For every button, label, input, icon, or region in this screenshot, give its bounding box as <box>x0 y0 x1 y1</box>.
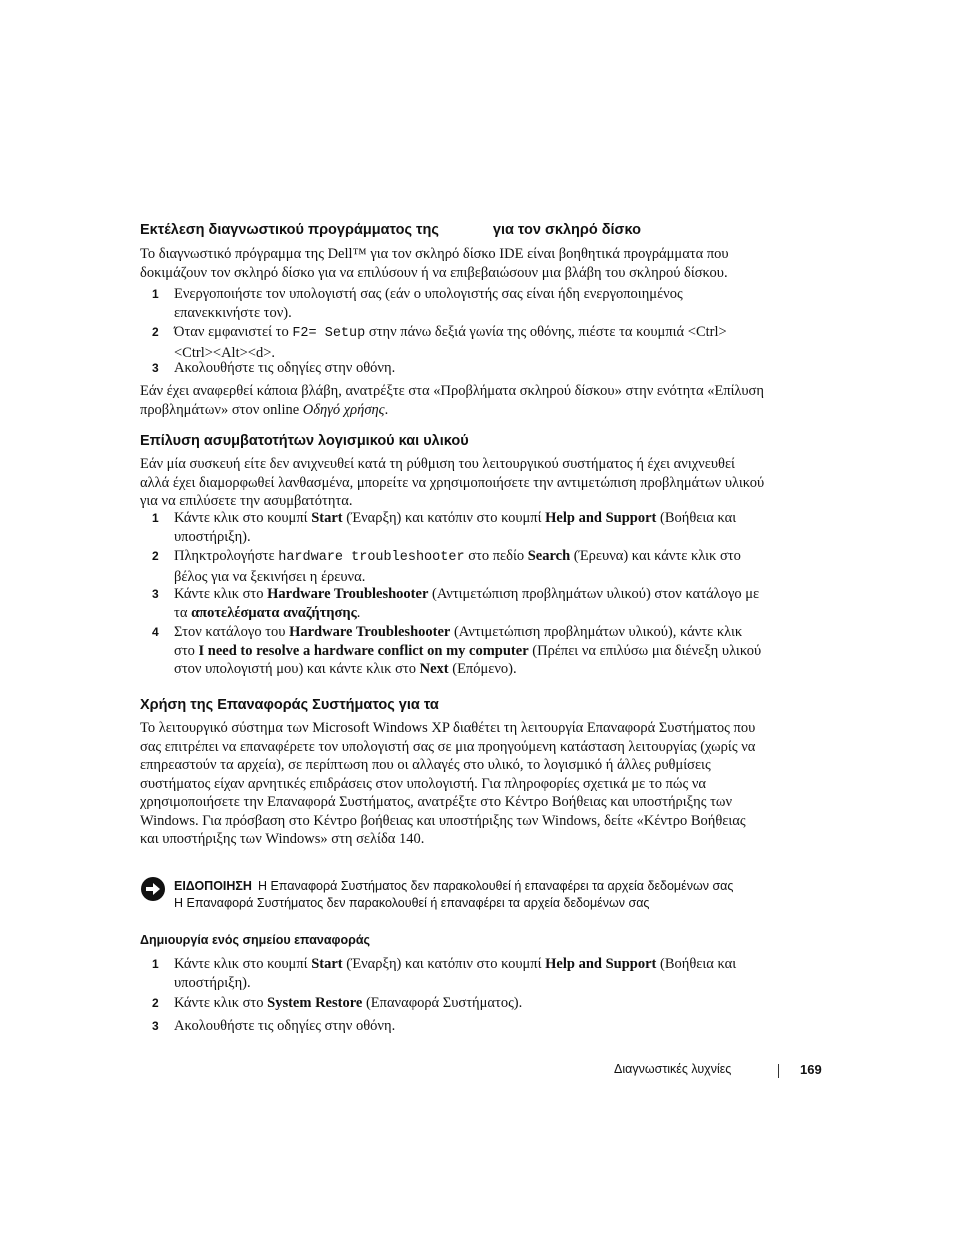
list-item: 2 Όταν εμφανιστεί το F2= Setup στην πάνω δεξιά γωνία της οθόνης, πιέστε τα κουμπιά <Ctrl><Ctrl><Alt><d>. <box>152 324 727 361</box>
footer-chapter-title: Διαγνωστικές λυχνίες <box>614 1062 732 1076</box>
hdd-diagnostics-intro: Το διαγνωστικό πρόγραμμα της Dell™ για τον σκληρό δίσκο IDE είναι βοηθητικά προγράμματα που δοκιμάζουν τον σκληρό δίσκο για να επιλύσουν ή να επιβεβαιώσουν μια βλάβη του σκληρού δίσκου. <box>140 246 729 281</box>
list-item: 3 Ακολουθήστε τις οδηγίες στην οθόνη. <box>152 360 396 376</box>
list-item: 4 Στον κατάλογο του Hardware Troubleshooter (Αντιμετώπιση προβλημάτων υλικού), κάντε κλικ στο I need to resolve a hardware conflict on my computer (Πρέπει να επιλύσω μια διένεξη υλικού στον υπολογιστή μου) και κάντε κλικ στο Next (Επόμενο). <box>152 624 762 677</box>
list-item: 1 Ενεργοποιήστε τον υπολογιστή σας (εάν ο υπολογιστής σας είναι ήδη ενεργοποιημένος επανεκκινήστε τον). <box>152 286 683 321</box>
page-number: 169 <box>800 1062 822 1077</box>
list-item: 3 Κάντε κλικ στο Hardware Troubleshooter (Αντιμετώπιση προβλημάτων υλικού) στον κατάλογο με τα αποτελέσματα αναζήτησης. <box>152 586 760 621</box>
footer-divider <box>778 1064 779 1078</box>
notice-arrow-icon <box>140 876 166 902</box>
notice-label: ΕΙΔΟΠΟΙΗΣΗ <box>174 879 252 893</box>
list-item: 2 Κάντε κλικ στο System Restore (Επαναφορά Συστήματος). <box>152 995 523 1011</box>
code-text: F2= Setup <box>292 326 366 341</box>
section-heading-hdd-diagnostics: Εκτέλεση διαγνωστικού προγράμματος της για τον σκληρό δίσκο <box>140 222 641 238</box>
incompatibilities-intro: Εάν μία συσκευή είτε δεν ανιχνευθεί κατά τη ρύθμιση του λειτουργικού συστήματος ή έχει ανιχνευθεί αλλά έχει διαμορφωθεί λανθασμένα, μπορείτε να χρησιμοποιήσετε την αντιμετώπιση προβλημάτων υλικού για να επιλύσετε την ασυμβατότητα. <box>140 456 765 509</box>
notice-line-2: Η Επαναφορά Συστήματος δεν παρακολουθεί ή επαναφέρει τα αρχεία δεδομένων σας <box>174 896 650 910</box>
list-item: 1 Κάντε κλικ στο κουμπί Start (Έναρξη) και κατόπιν στο κουμπί Help and Support (Βοήθεια και υποστήριξη). <box>152 510 737 545</box>
code-text: hardware troubleshooter <box>278 550 465 565</box>
subheading-create-restore-point: Δημιουργία ενός σημείου επαναφοράς <box>140 933 371 947</box>
user-guide-reference: Οδηγό χρήσης <box>302 401 385 418</box>
list-item: 1 Κάντε κλικ στο κουμπί Start (Έναρξη) και κατόπιν στο κουμπί Help and Support (Βοήθεια και υποστήριξη). <box>152 956 737 991</box>
section-heading-system-restore: Χρήση της Επαναφοράς Συστήματος για τα <box>140 697 439 713</box>
hdd-diagnostics-outro: Εάν έχει αναφερθεί κάποια βλάβη, ανατρέξτε στα «Προβλήματα σκληρού δίσκου» στην ενότητα «Επίλυση προβλημάτων» στον online Οδηγό χρήσης. <box>140 383 764 418</box>
list-item: 2 Πληκτρολογήστε hardware troubleshooter στο πεδίο Search (Έρευνα) και κάντε κλικ στο βέλος για να ξεκινήσει η έρευνα. <box>152 548 741 585</box>
section-heading-incompatibilities: Επίλυση ασυμβατοτήτων λογισμικού και υλικού <box>140 433 469 449</box>
notice-line-1: Η Επαναφορά Συστήματος δεν παρακολουθεί ή επαναφέρει τα αρχεία δεδομένων σας <box>257 879 734 893</box>
system-restore-intro: Το λειτουργικό σύστημα των Microsoft Windows XP διαθέτει τη λειτουργία Επαναφορά Συστήματος που σας επιτρέπει να επαναφέρετε τον υπολογιστή σας σε μια προηγούμενη κατάσταση λειτουργίας (χωρίς να επηρεαστούν τα αρχεία), σε περίπτωση που οι αλλαγές στο υλικό, το λογισμικό ή άλλες ρυθμίσεις συστήματος είχαν αρνητικές επιδράσεις στον υπολογιστή. Για πληροφορίες σχετικά με το πώς να χρησιμοποιήσετε την Επαναφορά Συστήματος, ανατρέξτε στο Κέντρο Βοήθειας και υποστήριξης των Windows. Για πρόσβαση στο Κέντρο βοήθειας και υποστήριξης των Windows, δείτε «Κέντρο Βοήθειας και υποστήριξης των Windows» στη σελίδα 140. <box>140 720 756 847</box>
list-item: 3 Ακολουθήστε τις οδηγίες στην οθόνη. <box>152 1018 396 1034</box>
